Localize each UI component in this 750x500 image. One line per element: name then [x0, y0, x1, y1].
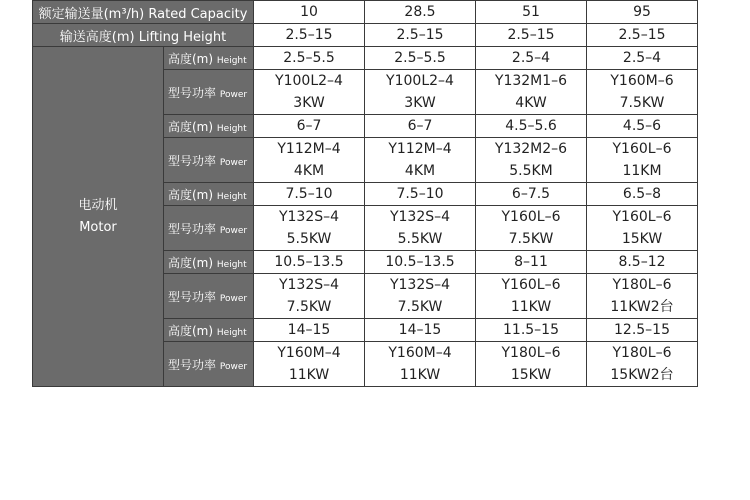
- motor-model: Y160L–6: [612, 209, 672, 225]
- model-power-cell: [587, 342, 698, 387]
- height-label: [164, 47, 254, 70]
- motor-model: Y160L–6: [501, 209, 561, 225]
- motor-model: Y180L–6: [612, 345, 672, 361]
- power-label-cn: 型号功率: [168, 85, 217, 100]
- model-power-cell: [476, 274, 587, 319]
- capacity-row: [33, 1, 698, 24]
- height-cell: 2.5–5.5: [365, 47, 476, 70]
- motor-model: Y160M–4: [277, 345, 341, 361]
- motor-power: 11KW: [288, 367, 330, 383]
- height-cell: 7.5–10: [254, 183, 365, 206]
- height-cell: 10.5–13.5: [365, 251, 476, 274]
- lifting-label: 输送高度(m) Lifting Height: [33, 24, 254, 47]
- model-power-cell: [254, 206, 365, 251]
- height-label: [164, 251, 254, 274]
- model-power-cell: [365, 342, 476, 387]
- height-label-cn: 高度(m): [168, 119, 214, 134]
- motor-power: 15KW: [621, 231, 663, 247]
- height-label-en: Height: [216, 259, 247, 270]
- power-label: [164, 206, 254, 251]
- height-label: [164, 319, 254, 342]
- spec-table: [32, 0, 698, 387]
- height-cell: 6.5–8: [587, 183, 698, 206]
- height-cell: 4.5–5.6: [476, 115, 587, 138]
- motor-model: Y112M–4: [388, 141, 452, 157]
- lifting-cell: 2.5–15: [587, 24, 698, 47]
- capacity-cell: 28.5: [365, 1, 476, 24]
- motor-power: 3KW: [404, 95, 436, 111]
- model-power-cell: [476, 70, 587, 115]
- height-label-en: Height: [216, 55, 247, 66]
- lifting-cell: 2.5–15: [254, 24, 365, 47]
- power-label: [164, 70, 254, 115]
- motor-model: Y132S–4: [278, 209, 340, 225]
- model-power-cell: [587, 138, 698, 183]
- model-power-cell: [476, 206, 587, 251]
- power-label-en: Power: [219, 225, 248, 236]
- height-label-en: Height: [216, 123, 247, 134]
- motor-power: 7.5KW: [397, 299, 443, 315]
- motor-power: 11KW: [510, 299, 552, 315]
- motor-power: 5.5KW: [286, 231, 332, 247]
- motor-power: 4KM: [293, 163, 325, 179]
- lifting-row: [33, 24, 698, 47]
- motor-model: Y112M–4: [277, 141, 341, 157]
- lifting-cell: 2.5–15: [476, 24, 587, 47]
- motor-model: Y160M–4: [388, 345, 452, 361]
- motor-model: Y160M–6: [610, 73, 674, 89]
- power-label-cn: 型号功率: [168, 153, 217, 168]
- height-label-en: Height: [216, 327, 247, 338]
- height-cell: 10.5–13.5: [254, 251, 365, 274]
- model-power-cell: [365, 206, 476, 251]
- model-power-cell: [476, 342, 587, 387]
- model-power-cell: [365, 138, 476, 183]
- motor-power: 3KW: [293, 95, 325, 111]
- motor-model: Y100L2–4: [386, 73, 454, 89]
- motor-power: 15KW2台: [610, 367, 674, 383]
- motor-label-cn: 电动机: [78, 197, 118, 213]
- height-cell: 14–15: [365, 319, 476, 342]
- model-power-cell: [587, 274, 698, 319]
- motor-power: 7.5KW: [286, 299, 332, 315]
- motor-power: 5.5KW: [397, 231, 443, 247]
- model-power-cell: [254, 274, 365, 319]
- motor-model: Y180L–6: [501, 345, 561, 361]
- height-cell: 2.5–4: [476, 47, 587, 70]
- height-cell: 4.5–6: [587, 115, 698, 138]
- motor-label-cell: [33, 47, 164, 387]
- motor-model: Y160L–6: [501, 277, 561, 293]
- model-power-cell: [587, 206, 698, 251]
- power-label-en: Power: [219, 89, 248, 100]
- height-cell: 8–11: [476, 251, 587, 274]
- power-label: [164, 274, 254, 319]
- height-cell: 6–7: [365, 115, 476, 138]
- motor-model: Y100L2–4: [275, 73, 343, 89]
- motor-model: Y180L–6: [612, 277, 672, 293]
- height-label: [164, 183, 254, 206]
- height-cell: 7.5–10: [365, 183, 476, 206]
- motor-power: 4KW: [515, 95, 547, 111]
- motor-label-en: Motor: [79, 219, 117, 235]
- height-label-cn: 高度(m): [168, 255, 214, 270]
- power-label: [164, 342, 254, 387]
- capacity-cell: 10: [254, 1, 365, 24]
- height-cell: 2.5–4: [587, 47, 698, 70]
- height-cell: 6–7: [254, 115, 365, 138]
- motor-power: 11KW: [399, 367, 441, 383]
- power-label-en: Power: [219, 361, 248, 372]
- capacity-cell: 51: [476, 1, 587, 24]
- power-label-cn: 型号功率: [168, 221, 217, 236]
- power-label-cn: 型号功率: [168, 289, 217, 304]
- height-label-cn: 高度(m): [168, 187, 214, 202]
- motor-power: 5.5KM: [509, 163, 553, 179]
- height-cell: 11.5–15: [476, 319, 587, 342]
- motor-model: Y132M2–6: [494, 141, 568, 157]
- motor-power: 7.5KW: [508, 231, 554, 247]
- model-power-cell: [254, 342, 365, 387]
- height-label: [164, 115, 254, 138]
- model-power-cell: [365, 274, 476, 319]
- motor-power: 11KW2台: [610, 299, 674, 315]
- height-label-cn: 高度(m): [168, 323, 214, 338]
- power-label-en: Power: [219, 293, 248, 304]
- height-row: [33, 47, 698, 70]
- model-power-cell: [365, 70, 476, 115]
- power-label-en: Power: [219, 157, 248, 168]
- capacity-label: 额定输送量(m³/h) Rated Capacity: [33, 1, 254, 24]
- lifting-cell: 2.5–15: [365, 24, 476, 47]
- motor-model: Y132S–4: [278, 277, 340, 293]
- model-power-cell: [254, 70, 365, 115]
- capacity-cell: 95: [587, 1, 698, 24]
- power-label: [164, 138, 254, 183]
- height-cell: 8.5–12: [587, 251, 698, 274]
- model-power-cell: [254, 138, 365, 183]
- model-power-cell: [476, 138, 587, 183]
- motor-model: Y160L–6: [612, 141, 672, 157]
- power-label-cn: 型号功率: [168, 357, 217, 372]
- height-label-cn: 高度(m): [168, 51, 214, 66]
- motor-model: Y132M1–6: [494, 73, 568, 89]
- model-power-cell: [587, 70, 698, 115]
- height-label-en: Height: [216, 191, 247, 202]
- height-cell: 6–7.5: [476, 183, 587, 206]
- height-cell: 2.5–5.5: [254, 47, 365, 70]
- motor-power: 4KM: [404, 163, 436, 179]
- motor-power: 15KW: [510, 367, 552, 383]
- motor-model: Y132S–4: [389, 277, 451, 293]
- motor-power: 7.5KW: [619, 95, 665, 111]
- motor-model: Y132S–4: [389, 209, 451, 225]
- motor-power: 11KM: [622, 163, 662, 179]
- height-cell: 12.5–15: [587, 319, 698, 342]
- height-cell: 14–15: [254, 319, 365, 342]
